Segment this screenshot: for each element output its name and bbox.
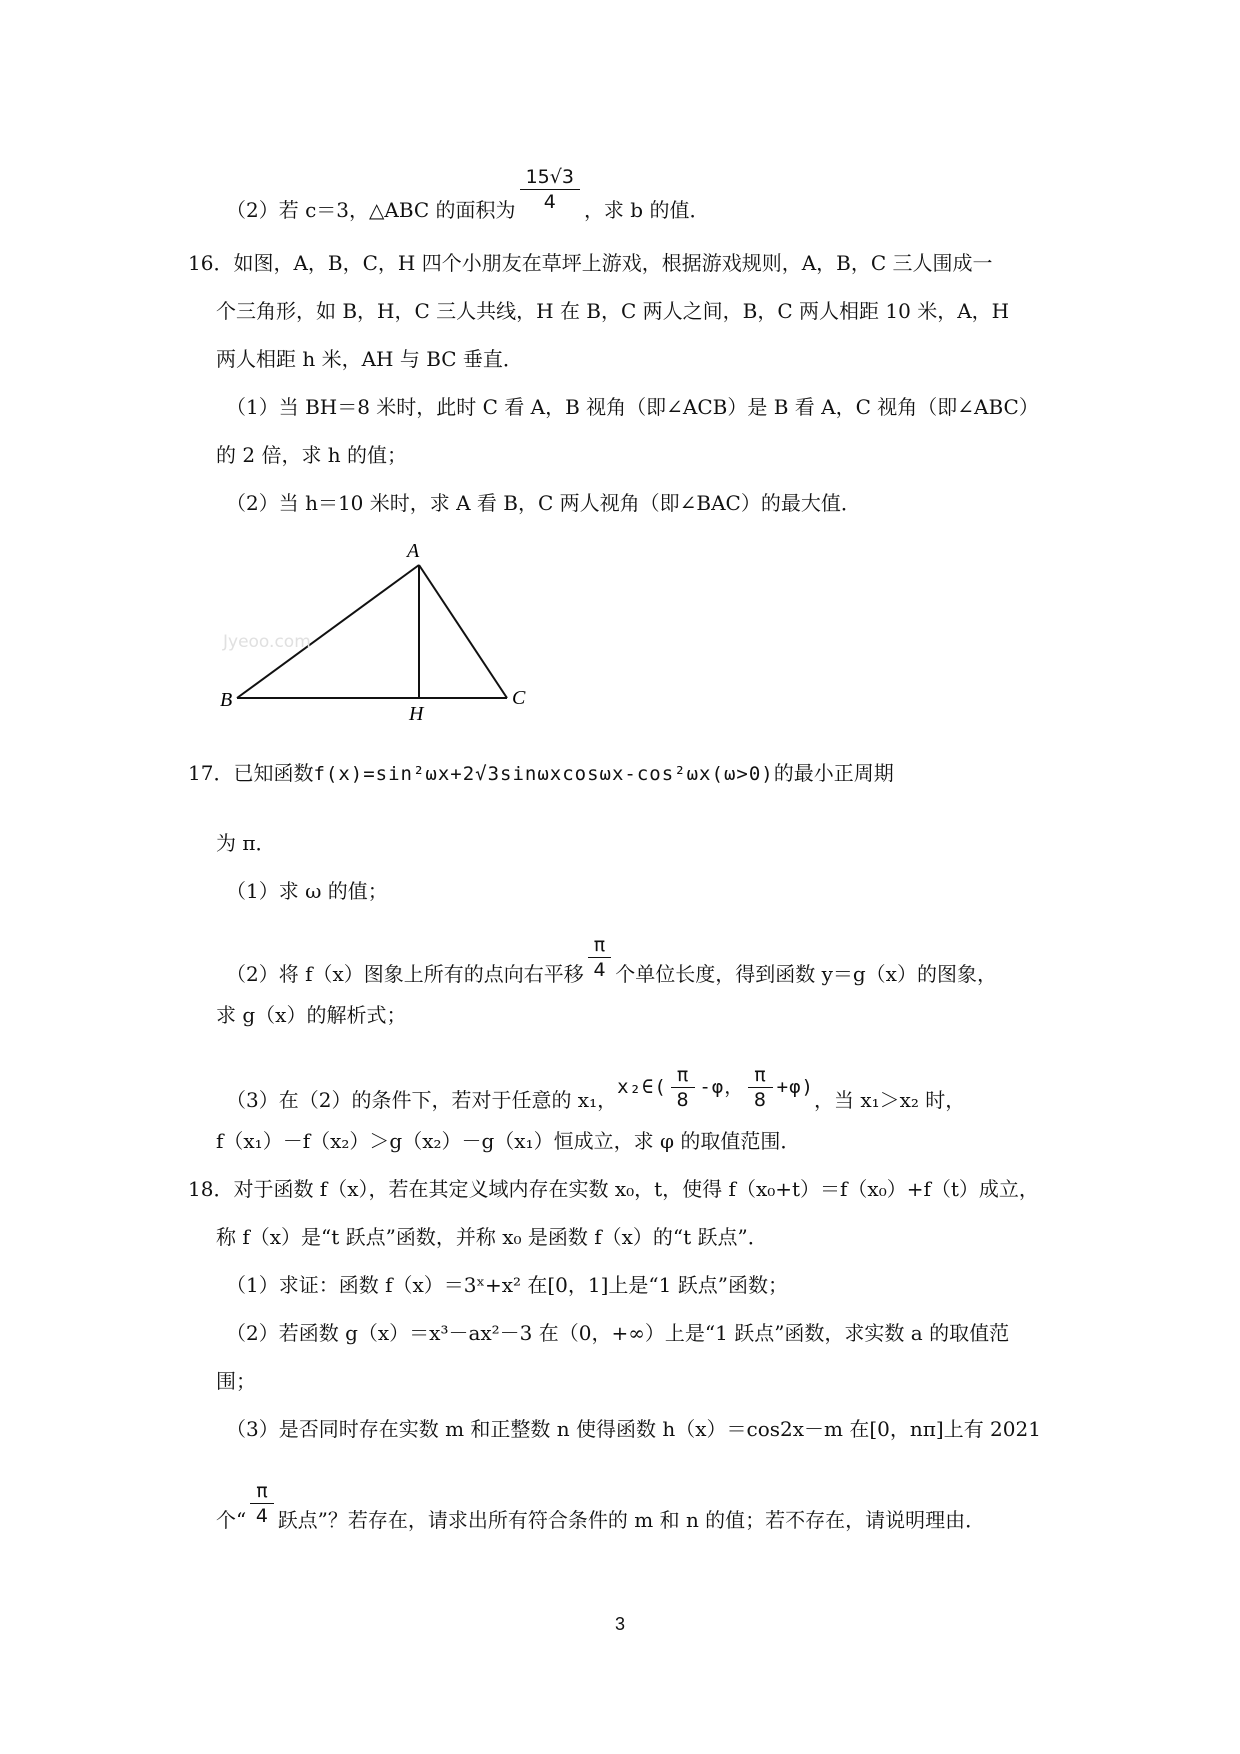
interval-fraction-a: $\frac{\pi}{8}$	[671, 1063, 695, 1112]
question-18-part-2: （2）若函数 g（x）＝x³－ax²－3 在（0，+∞）上是“1 跃点”函数，求实数 a 的取值范	[226, 1321, 1010, 1345]
question-18-part-1: （1）求证：函数 f（x）＝3ˣ+x² 在[0，1]上是“1 跃点”函数；	[226, 1273, 788, 1297]
question-17-part-3: （3）在（2）的条件下，若对于任意的 x₁，x₂∈( $\frac{\pi}{8}$ -φ， $\frac{\pi}{8}$ +φ)，当 x₁＞x₂ 时，	[226, 1064, 966, 1112]
question-17-part-3-cont: f（x₁）－f（x₂）＞g（x₂）－g（x₁）恒成立，求 φ 的取值范围．	[216, 1129, 801, 1153]
label-b: B	[220, 689, 233, 711]
question-17-part-1: （1）求 ω 的值；	[226, 879, 388, 903]
question-16-line-1: 16．如图，A，B，C，H 四个小朋友在草坪上游戏，根据游戏规则，A，B，C 三人围成一	[188, 251, 993, 275]
question-18-part-2-cont: 围；	[216, 1369, 256, 1393]
jump-fraction: $\frac{\pi}{4}$	[250, 1479, 273, 1528]
question-17-line-2: 为 π．	[216, 831, 276, 855]
side-ac	[419, 565, 507, 698]
question-18-part-3-cont: 个“ $\frac{\pi}{4}$ 跃点”？若存在，请求出所有符合条件的 m 和 n 的值；若不存在，请说明理由．	[216, 1480, 986, 1532]
shift-fraction: $\frac{\pi}{4}$	[588, 933, 611, 982]
question-16-part-2: （2）当 h＝10 米时，求 A 看 B，C 两人视角（即∠BAC）的最大值．	[226, 491, 861, 515]
question-18-line-1: 18．对于函数 f（x），若在其定义域内存在实数 x₀，t，使得 f（x₀+t）＝f（x₀）+f（t）成立，	[188, 1177, 1039, 1201]
label-h: H	[409, 703, 424, 725]
label-c: C	[512, 687, 526, 709]
question-16-line-2: 个三角形，如 B，H，C 三人共线，H 在 B，C 两人之间，B，C 两人相距 10 米，A，H	[216, 299, 1010, 323]
interval-expression: x₂∈( $\frac{\pi}{8}$ -φ， $\frac{\pi}{8}$ +φ)	[617, 1064, 814, 1111]
question-15-part-2: （2）若 c＝3，△ABC 的面积为 $\frac{15√3}{4}$ ，求 b 的值．	[226, 166, 710, 222]
question-17-part-2-cont: 求 g（x）的解析式；	[216, 1003, 407, 1027]
question-16-part-1-cont: 的 2 倍，求 h 的值；	[216, 443, 408, 467]
page-number: 3	[614, 1614, 625, 1634]
question-17-part-2: （2）将 f（x）图象上所有的点向右平移 $\frac{\pi}{4}$ 个单位长度，得到函数 y＝g（x）的图象，	[226, 934, 997, 986]
question-16-part-1: （1）当 BH＝8 米时，此时 C 看 A，B 视角（即∠ACB）是 B 看 A，C 视角（即∠ABC）	[226, 395, 1039, 419]
question-16-line-3: 两人相距 h 米，AH 与 BC 垂直．	[216, 347, 523, 371]
label-a: A	[407, 540, 420, 562]
area-fraction: $\frac{15√3}{4}$	[520, 165, 580, 214]
question-18-line-2: 称 f（x）是“t 跃点”函数，并称 x₀ 是函数 f（x）的“t 跃点”．	[216, 1225, 768, 1249]
watermark: Jyeoo.com	[223, 632, 311, 652]
interval-fraction-b: $\frac{\pi}{8}$	[748, 1063, 772, 1112]
triangle-figure	[215, 535, 545, 725]
question-17-line-1: 17．已知函数f(x)=sin²ωx+2√3sinωxcosωx-cos²ωx(ω>0)的最小正周期	[188, 761, 894, 785]
question-18-part-3: （3）是否同时存在实数 m 和正整数 n 使得函数 h（x）＝cos2x－m 在[0，nπ]上有 2021	[226, 1417, 1041, 1441]
